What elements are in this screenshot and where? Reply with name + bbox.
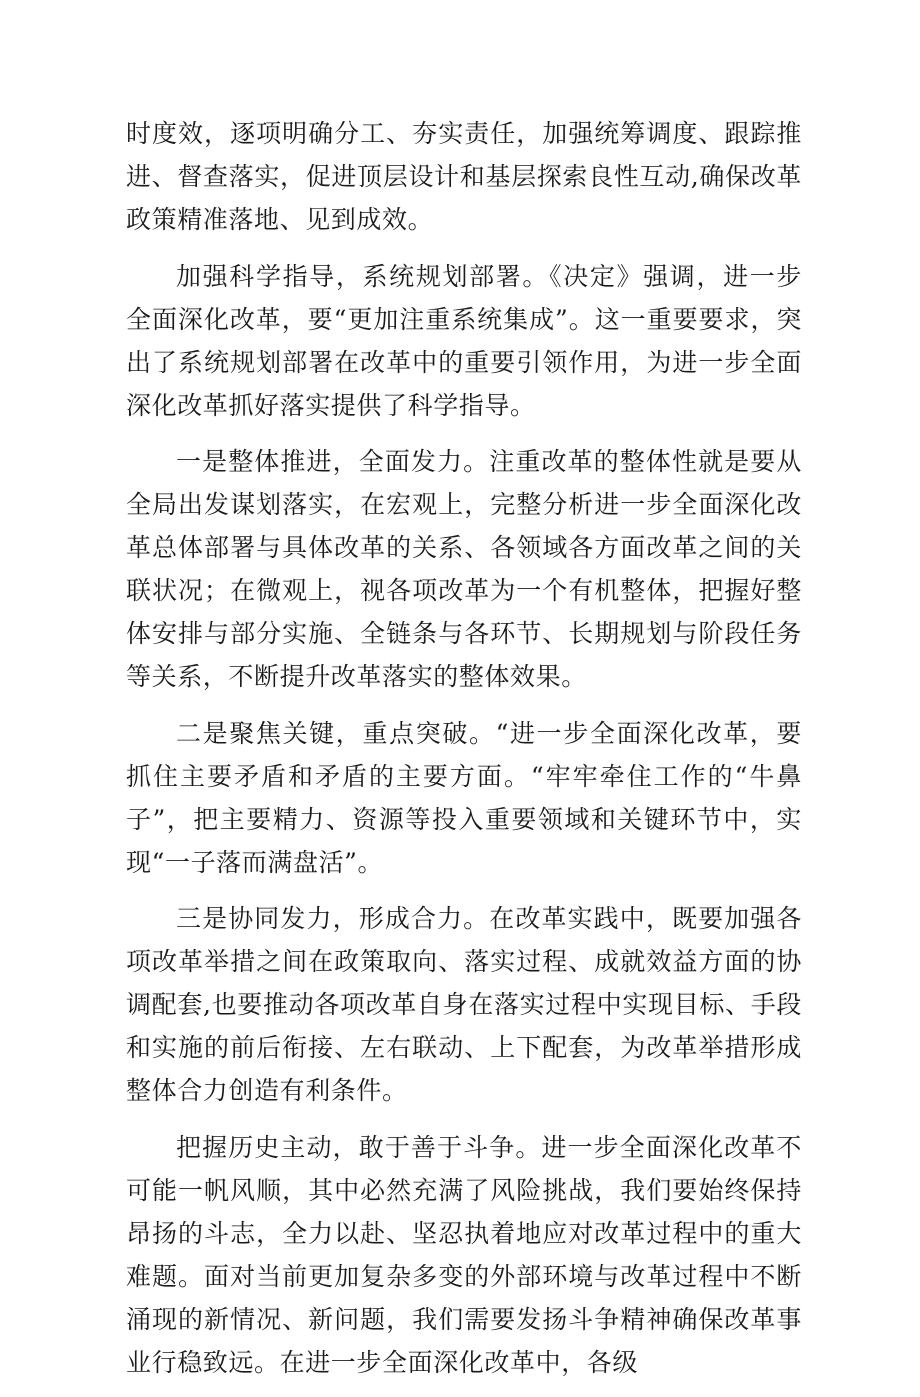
paragraph-continuation: 时度效，逐项明确分工、夯实责任，加强统筹调度、跟踪推进、督查落实，促进顶层设计和基层探索良性互动,确保改革政策精准落地、见到成效。	[126, 119, 802, 234]
paragraph-coordinated-effort: 三是协同发力，形成合力。在改革实践中，既要加强各项改革举措之间在政策取向、落实过程、成就效益方面的协调配套,也要推动各项改革自身在落实过程中实现目标、手段和实施的前后衔接、左右联动、上下配套，为改革举措形成整体合力创造有利条件。	[126, 904, 802, 1105]
paragraph-focus-key: 二是聚焦关键，重点突破。“进一步全面深化改革，要抓住主要矛盾和矛盾的主要方面。“牢牢牵住工作的“牛鼻子”，把主要精力、资源等投入重要领域和关键环节中，实现“一子落而满盘活”。	[126, 718, 802, 877]
paragraph-historical-initiative: 把握历史主动，敢于善于斗争。进一步全面深化改革不可能一帆风顺，其中必然充满了风险挑战，我们要始终保持昂扬的斗志，全力以赴、坚忍执着地应对改革过程中的重大难题。面对当前更加复杂多变的外部环境与改革过程中不断涌现的新情况、新问题，我们需要发扬斗争精神确保改革事业行稳致远。在进一步全面深化改革中，各级	[126, 1132, 802, 1377]
document-body	[126, 112, 802, 1397]
paragraph-scientific-guidance: 加强科学指导，系统规划部署。《决定》强调，进一步全面深化改革，要“更加注重系统集成”。这一重要要求，突出了系统规划部署在改革中的重要引领作用，为进一步全面深化改革抓好落实提供了科学指导。	[126, 261, 802, 420]
paragraph-overall-advance: 一是整体推进，全面发力。注重改革的整体性就是要从全局出发谋划落实，在宏观上，完整分析进一步全面深化改革总体部署与具体改革的关系、各领域各方面改革之间的关联状况；在微观上，视各项改革为一个有机整体，把握好整体安排与部分实施、全链条与各环节、长期规划与阶段任务等关系，不断提升改革落实的整体效果。	[126, 447, 802, 691]
